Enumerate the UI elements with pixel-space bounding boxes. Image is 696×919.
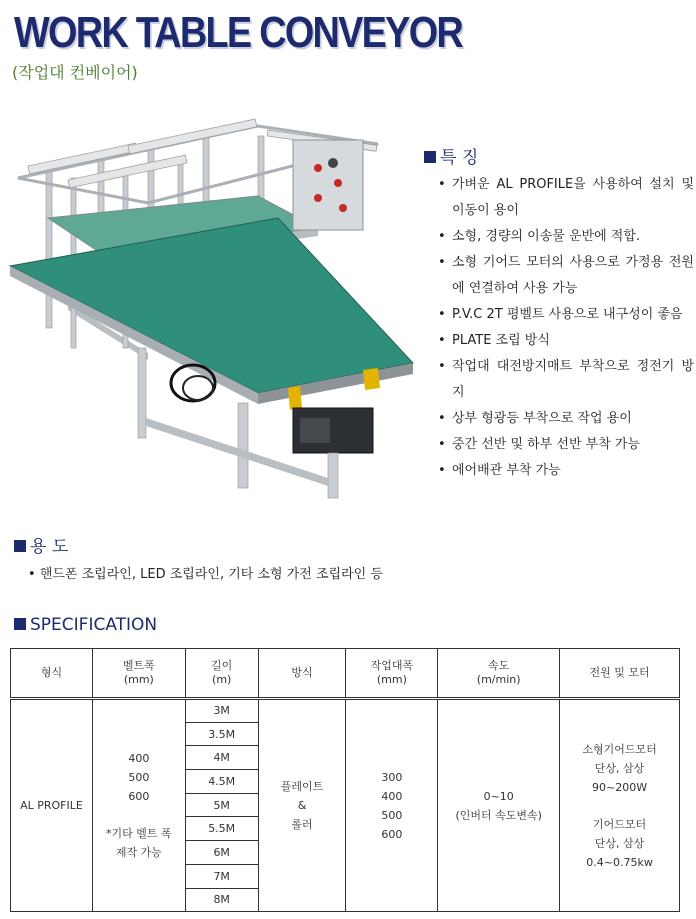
list-item: • 중간 선반 및 하부 선반 부착 가능 — [438, 437, 641, 452]
header-length: 길이 (m) — [185, 649, 258, 699]
cell-length: 5.5M — [185, 817, 258, 841]
list-item: • 상부 형광등 부착으로 작업 용이 — [438, 411, 632, 426]
list-item: • 가벼운 AL PROFILE을 사용하여 설치 및 이동이 용이 — [438, 177, 694, 218]
list-item: • 에어배관 부착 가능 — [438, 463, 561, 478]
table-row — [11, 699, 680, 723]
list-item: • 소형, 경량의 이송물 운반에 적합. — [438, 229, 641, 244]
list-item: • P.V.C 2T 평벨트 사용으로 내구성이 좋음 — [438, 307, 683, 322]
page-subtitle: (작업대 컨베이어) — [12, 63, 138, 82]
cell-speed: 0~10 (인버터 속도변속) — [438, 699, 560, 912]
cell-power: 소형기어드모터 단상, 삼상 90~200W 기어드모터 단상, 삼상 0.4~0.75kw — [560, 699, 680, 912]
cell-length: 3M — [185, 699, 258, 723]
header-power: 전원 및 모터 — [560, 649, 680, 699]
header-speed: 속도 (m/min) — [438, 649, 560, 699]
cell-length: 5M — [185, 793, 258, 817]
bullet-icon: • — [28, 567, 40, 582]
usage-item: • 핸드폰 조립라인, LED 조립라인, 기타 소형 가전 조립라인 등 — [28, 567, 383, 582]
cell-belt-width: 400 500 600 *기타 벨트 폭 제작 가능 — [92, 699, 185, 912]
list-item: • 작업대 대전방지매트 부착으로 정전기 방지 — [438, 359, 694, 400]
spec-heading: SPECIFICATION — [14, 615, 157, 635]
cell-length: 8M — [185, 888, 258, 912]
cell-length: 4M — [185, 746, 258, 770]
square-bullet-icon — [14, 618, 26, 630]
page-title: WORK TABLE CONVEYOR — [14, 8, 463, 57]
list-item: • 소형 기어드 모터의 사용으로 가정용 전원에 연결하여 사용 가능 — [438, 255, 694, 296]
cell-type: AL PROFILE — [11, 699, 93, 912]
header-belt-width: 벨트폭 (mm) — [92, 649, 185, 699]
square-bullet-icon — [14, 540, 26, 552]
cell-length: 7M — [185, 864, 258, 888]
cell-length: 4.5M — [185, 770, 258, 794]
conveyor-photo — [8, 108, 418, 503]
cell-length: 6M — [185, 841, 258, 865]
features-list — [434, 172, 694, 484]
list-item: • PLATE 조립 방식 — [438, 333, 550, 348]
cell-work-width: 300 400 500 600 — [346, 699, 438, 912]
spec-table — [10, 648, 680, 912]
features-heading: 특 징 — [424, 143, 478, 168]
usage-heading: 용 도 — [14, 532, 68, 557]
cell-length: 3.5M — [185, 722, 258, 746]
header-method: 방식 — [258, 649, 346, 699]
header-work-width: 작업대폭 (mm) — [346, 649, 438, 699]
square-bullet-icon — [424, 151, 436, 163]
table-header-row — [11, 649, 680, 699]
header-type: 형식 — [11, 649, 93, 699]
cell-method: 플레이트 & 롤러 — [258, 699, 346, 912]
